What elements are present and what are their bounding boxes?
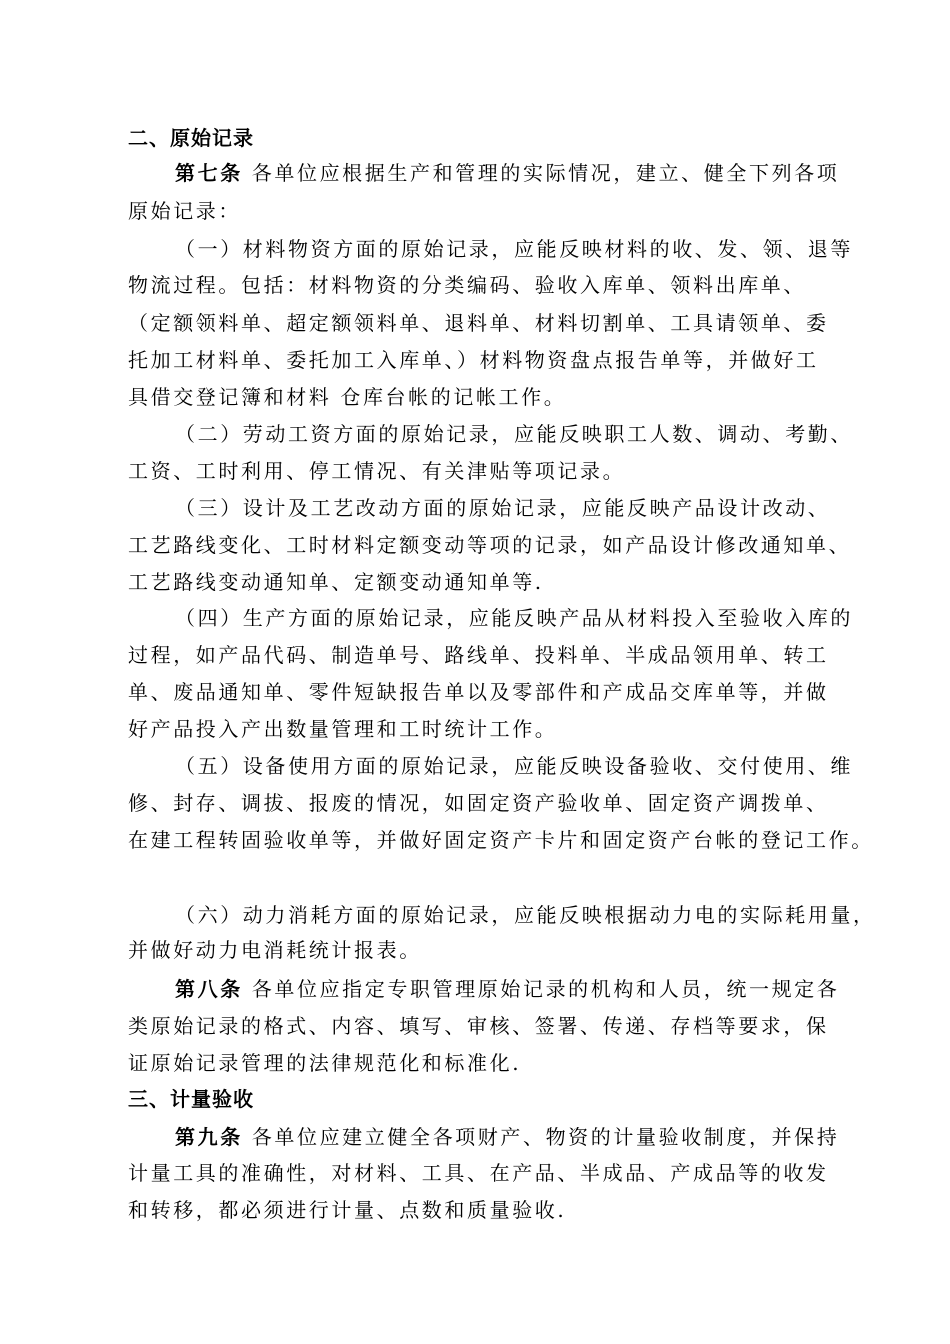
article-7-line-1 (175, 160, 839, 186)
item-4-line-4: 好产品投入产出数量管理和工时统计工作。 (128, 717, 558, 741)
item-3-line-3: 工艺路线变动通知单、定额变动通知单等. (128, 570, 544, 594)
item-1-line-2: 物流过程。包括：材料物资的分类编码、验收入库单、领料出库单、 (128, 273, 806, 297)
article-8-line-1 (175, 976, 839, 1002)
item-2-line-2: 工资、工时利用、停工情况、有关津贴等项记录。 (128, 459, 626, 483)
item-3-line-2: 工艺路线变化、工时材料定额变动等项的记录，如产品设计修改通知单、 (128, 533, 852, 557)
article-9-line-2: 计量工具的准确性，对材料、工具、在产品、半成品、产成品等的收发 (128, 1161, 829, 1185)
item-4-line-3: 单、废品通知单、零件短缺报告单以及零部件和产成品交库单等，并做 (128, 680, 829, 704)
item-1-line-1: （一）材料物资方面的原始记录，应能反映材料的收、发、领、退等 (175, 237, 853, 261)
item-6-line-2: 并做好动力电消耗统计报表。 (128, 938, 422, 962)
article-9-line-3: 和转移，都必须进行计量、点数和质量验收. (128, 1198, 567, 1222)
item-4-line-1: （四）生产方面的原始记录，应能反映产品从材料投入至验收入库的 (175, 606, 853, 630)
article-8-line-2: 类原始记录的格式、内容、填写、审核、签署、传递、存档等要求，保 (128, 1014, 829, 1038)
item-5-line-1: （五）设备使用方面的原始记录，应能反映设备验收、交付使用、维 (175, 754, 853, 778)
item-5-line-3: 在建工程转固验收单等，并做好固定资产卡片和固定资产台帐的登记工作。 (128, 828, 874, 852)
item-1-line-4: 托加工材料单、委托加工入库单、）材料物资盘点报告单等，并做好工 (128, 348, 819, 372)
item-1-line-5: 具借交登记簿和材料 仓库台帐的记帐工作。 (128, 385, 567, 409)
item-1-line-3: （定额领料单、超定额领料单、退料单、材料切割单、工具请领单、委 (128, 311, 829, 335)
section-heading-measurement-acceptance: 三、计量验收 (128, 1087, 254, 1111)
article-8-label: 第八条 (175, 977, 243, 1001)
article-9-line-1 (175, 1124, 839, 1150)
article-9-text: 各单位应建立健全各项财产、物资的计量验收制度，并保持 (251, 1125, 840, 1149)
article-7-line-2: 原始记录： (128, 199, 241, 223)
item-3-line-1: （三）设计及工艺改动方面的原始记录，应能反映产品设计改动、 (175, 496, 831, 520)
article-7-label: 第七条 (175, 161, 243, 185)
article-8-text: 各单位应指定专职管理原始记录的机构和人员，统一规定各 (251, 977, 840, 1001)
item-5-line-2: 修、封存、调拔、报废的情况，如固定资产验收单、固定资产调拨单、 (128, 791, 829, 815)
article-8-line-3: 证原始记录管理的法律规范化和标准化. (128, 1051, 522, 1075)
item-2-line-1: （二）劳动工资方面的原始记录，应能反映职工人数、调动、考勤、 (175, 422, 853, 446)
article-9-label: 第九条 (175, 1125, 243, 1149)
item-4-line-2: 过程，如产品代码、制造单号、路线单、投料单、半成品领用单、转工 (128, 643, 829, 667)
section-heading-original-records: 二、原始记录 (128, 126, 254, 150)
article-7-text: 各单位应根据生产和管理的实际情况，建立、健全下列各项 (251, 161, 840, 185)
item-6-line-1: （六）动力消耗方面的原始记录，应能反映根据动力电的实际耗用量， (175, 903, 876, 927)
